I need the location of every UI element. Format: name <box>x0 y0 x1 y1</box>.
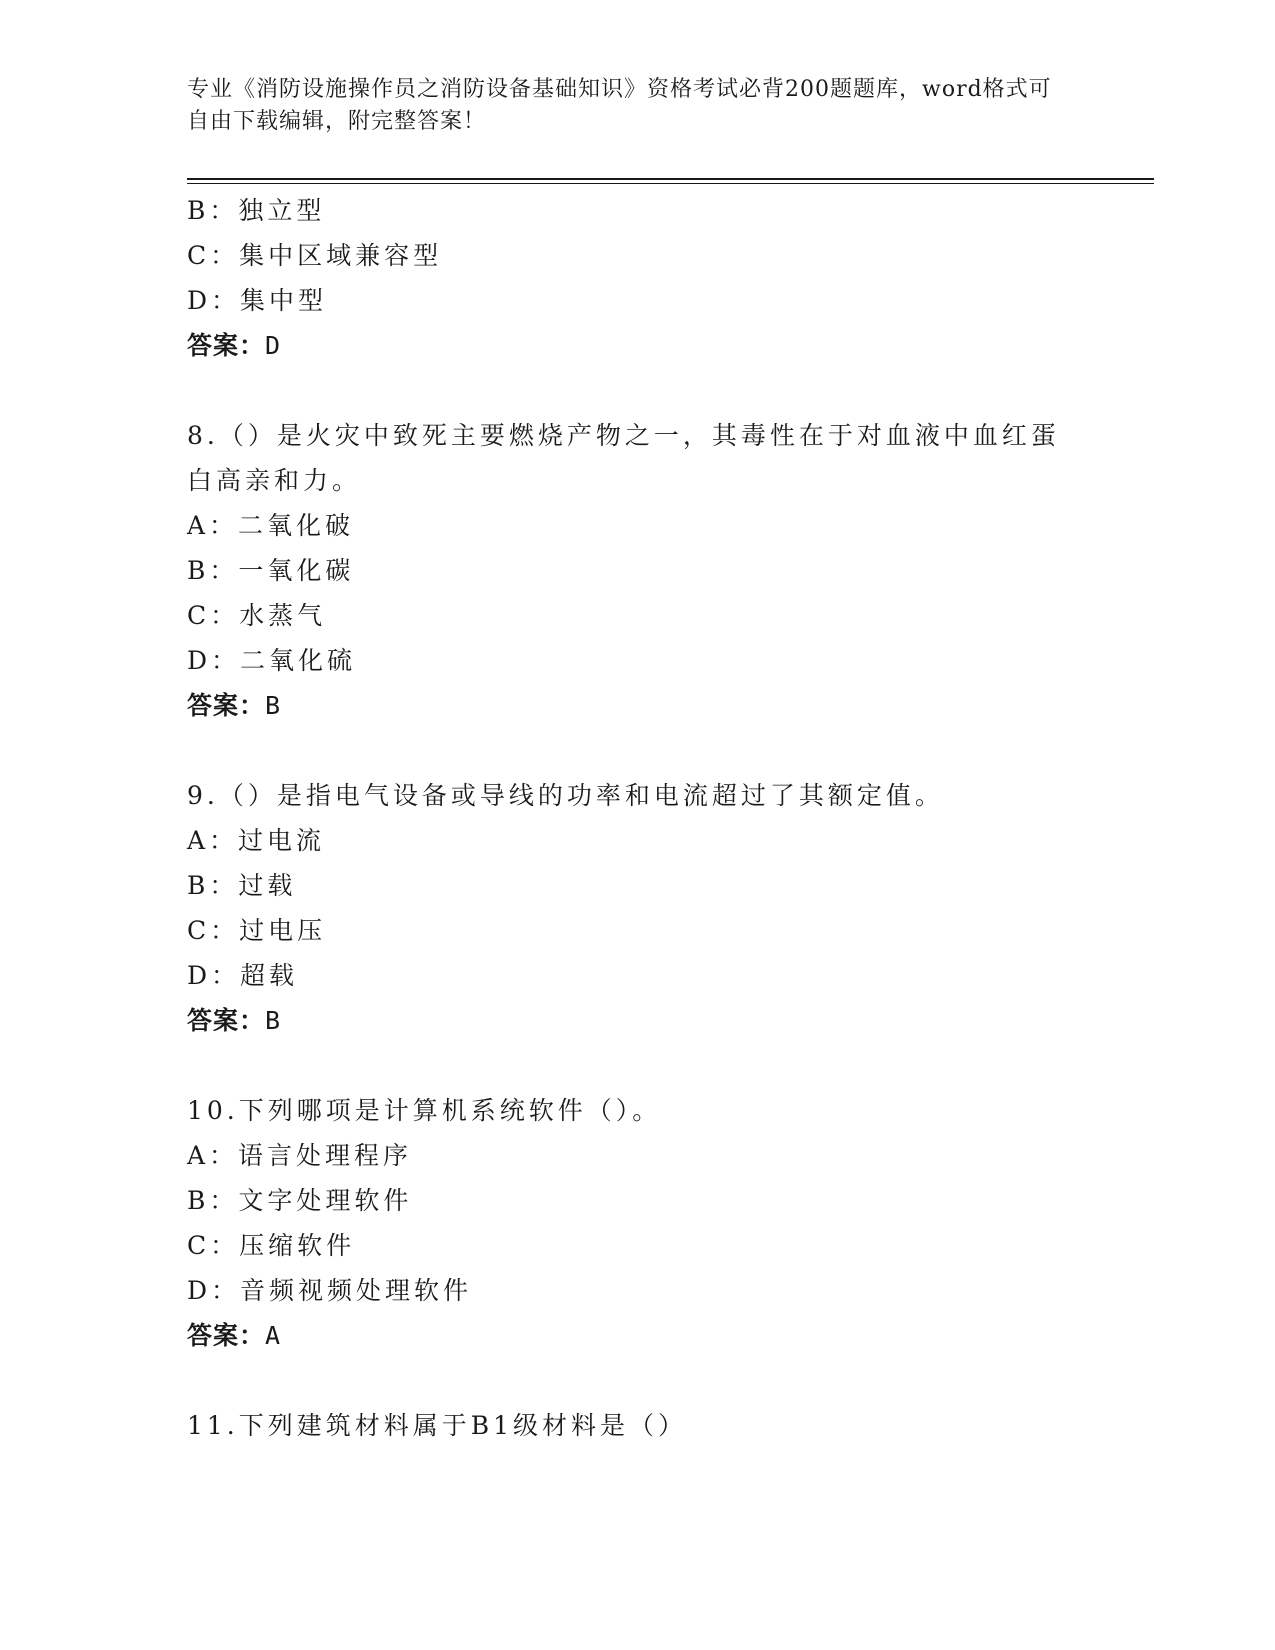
option-b: B：独立型 <box>187 196 326 225</box>
answer-value: B <box>265 1006 282 1035</box>
answer-label: 答案： <box>187 1321 266 1350</box>
answer-value: B <box>265 691 282 720</box>
answer-line <box>187 1319 281 1353</box>
option-a: A：过电流 <box>187 826 326 855</box>
answer-line <box>187 689 281 723</box>
answer-value: D <box>265 331 282 360</box>
option-c: C：压缩软件 <box>187 1231 356 1260</box>
answer-label: 答案： <box>187 331 266 360</box>
option-b: B：一氧化碳 <box>187 556 355 585</box>
option-d: D：二氧化硫 <box>187 646 357 675</box>
document-header: 专业《消防设施操作员之消防设备基础知识》资格考试必背200题题库，word格式可自由下载编辑，附完整答案！ <box>187 77 1052 134</box>
option-d: D：超载 <box>187 961 299 990</box>
option-a: A：语言处理程序 <box>187 1141 413 1170</box>
option-a: A：二氧化破 <box>187 511 355 540</box>
answer-line <box>187 329 281 363</box>
option-d: D：集中型 <box>187 286 328 315</box>
answer-line <box>187 1004 281 1038</box>
option-c: C：水蒸气 <box>187 601 327 630</box>
option-d: D：音频视频处理软件 <box>187 1276 473 1305</box>
option-c: C：集中区域兼容型 <box>187 241 443 270</box>
question-stem: 11.下列建筑材料属于B1级材料是（） <box>187 1411 688 1440</box>
question-stem-cont: 白高亲和力。 <box>187 466 362 495</box>
question-stem: 9.（）是指电气设备或导线的功率和电流超过了其额定值。 <box>187 781 944 810</box>
question-stem: 8.（）是火灾中致死主要燃烧产物之一，其毒性在于对血液中血红蛋 <box>187 421 1060 450</box>
answer-label: 答案： <box>187 691 266 720</box>
answer-label: 答案： <box>187 1006 266 1035</box>
option-b: B：文字处理软件 <box>187 1186 413 1215</box>
answer-value: A <box>265 1321 282 1350</box>
question-stem: 10.下列哪项是计算机系统软件（）。 <box>187 1096 662 1125</box>
option-c: C：过电压 <box>187 916 327 945</box>
header-divider <box>187 178 1154 180</box>
header-divider-thin <box>187 183 1154 184</box>
option-b: B：过载 <box>187 871 297 900</box>
